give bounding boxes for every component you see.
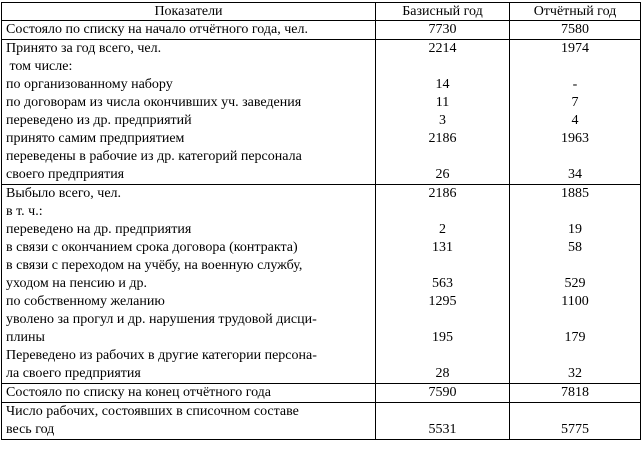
table-row xyxy=(2,76,641,94)
row-whole-year-workers xyxy=(2,403,641,440)
table-row xyxy=(2,58,641,76)
row-label xyxy=(2,76,376,94)
row-label-line: переведены в рабочие из др. категорий персонала xyxy=(6,149,302,164)
row-label xyxy=(2,94,376,112)
report-year-value: - xyxy=(510,76,641,94)
row-label xyxy=(2,130,376,148)
row-label xyxy=(2,311,376,347)
row-label-line: по собственному желанию xyxy=(6,294,165,309)
report-year-value: 5775 xyxy=(510,403,641,440)
header-indicator: Показатели xyxy=(2,3,376,21)
row-label-line: по организованному набору xyxy=(6,77,173,92)
report-year-value: 1974 xyxy=(510,40,641,59)
row-label-line: в т. ч.: xyxy=(6,204,43,219)
base-year-value: 5531 xyxy=(376,403,510,440)
report-year-value: 7 xyxy=(510,94,641,112)
report-year-value: 529 xyxy=(510,257,641,293)
row-label-line: в связи с окончанием срока договора (контракта) xyxy=(6,240,298,255)
row-label-line: переведено из др. предприятий xyxy=(6,113,192,128)
row-label xyxy=(2,293,376,311)
row-label xyxy=(2,148,376,185)
row-label xyxy=(2,257,376,293)
row-label-line: Выбыло всего, чел. xyxy=(6,186,122,201)
base-year-value xyxy=(376,58,510,76)
row-end-of-year xyxy=(2,384,641,403)
table-row xyxy=(2,148,641,185)
row-label xyxy=(2,347,376,384)
row-label-line: том числе: xyxy=(6,59,73,74)
base-year-value: 11 xyxy=(376,94,510,112)
table-row xyxy=(2,221,641,239)
row-label xyxy=(2,403,376,440)
report-year-value: 32 xyxy=(510,347,641,384)
personnel-movement-table xyxy=(1,2,641,440)
row-label-line: уходом на пенсию и др. xyxy=(6,276,147,291)
report-year-value: 34 xyxy=(510,148,641,185)
row-label: Состояло по списку на конец отчётного года xyxy=(2,384,376,403)
header-base-year: Базисный год xyxy=(376,3,510,21)
table-row xyxy=(2,40,641,59)
base-year-value: 563 xyxy=(376,257,510,293)
row-label-line: своего предприятия xyxy=(6,167,125,182)
row-label-line: весь год xyxy=(6,422,55,437)
header-report-year: Отчётный год xyxy=(510,3,641,21)
base-year-value: 7590 xyxy=(376,384,510,403)
row-label-line: принято самим предприятием xyxy=(6,131,185,146)
row-label-line: по договорам из числа окончивших уч. заведения xyxy=(6,95,302,110)
report-year-value: 1963 xyxy=(510,130,641,148)
table-row xyxy=(2,293,641,311)
row-label xyxy=(2,58,376,76)
report-year-value: 1100 xyxy=(510,293,641,311)
table-row xyxy=(2,112,641,130)
header-row xyxy=(2,3,641,21)
report-year-value xyxy=(510,58,641,76)
row-label-line: ла своего предприятия xyxy=(6,366,141,381)
hired-section xyxy=(2,40,641,185)
row-label xyxy=(2,40,376,59)
row-label-line: в связи с переходом на учёбу, на военную службу, xyxy=(6,258,303,273)
table-row xyxy=(2,94,641,112)
report-year-value: 58 xyxy=(510,239,641,257)
row-label xyxy=(2,112,376,130)
base-year-value: 1295 xyxy=(376,293,510,311)
report-year-value: 7818 xyxy=(510,384,641,403)
table-row xyxy=(2,185,641,204)
report-year-value xyxy=(510,203,641,221)
table-row xyxy=(2,203,641,221)
base-year-value xyxy=(376,203,510,221)
table-row xyxy=(2,239,641,257)
report-year-value: 4 xyxy=(510,112,641,130)
base-year-value: 26 xyxy=(376,148,510,185)
row-label xyxy=(2,221,376,239)
base-year-value: 195 xyxy=(376,311,510,347)
row-label-line: Число рабочих, состоявших в списочном составе xyxy=(6,404,299,419)
base-year-value: 28 xyxy=(376,347,510,384)
base-year-value: 2 xyxy=(376,221,510,239)
row-start-of-year xyxy=(2,21,641,40)
report-year-value: 179 xyxy=(510,311,641,347)
report-year-value: 19 xyxy=(510,221,641,239)
table-row xyxy=(2,257,641,293)
report-year-value: 7580 xyxy=(510,21,641,40)
base-year-value: 3 xyxy=(376,112,510,130)
report-year-value: 1885 xyxy=(510,185,641,204)
row-label-line: уволено за прогул и др. нарушения трудовой дисци- xyxy=(6,312,317,327)
row-label xyxy=(2,203,376,221)
row-label-line: переведено на др. предприятия xyxy=(6,222,192,237)
table-row xyxy=(2,347,641,384)
base-year-value: 2214 xyxy=(376,40,510,59)
base-year-value: 2186 xyxy=(376,130,510,148)
row-label xyxy=(2,239,376,257)
table-row xyxy=(2,311,641,347)
row-label-line: Принято за год всего, чел. xyxy=(6,41,162,56)
table-row xyxy=(2,130,641,148)
base-year-value: 131 xyxy=(376,239,510,257)
row-label-line: Переведено из рабочих в другие категории персона- xyxy=(6,348,317,363)
row-label-line: плины xyxy=(6,330,45,345)
base-year-value: 7730 xyxy=(376,21,510,40)
base-year-value: 2186 xyxy=(376,185,510,204)
base-year-value: 14 xyxy=(376,76,510,94)
row-label xyxy=(2,185,376,204)
left-section xyxy=(2,185,641,384)
row-label: Состояло по списку на начало отчётного года, чел. xyxy=(2,21,376,40)
